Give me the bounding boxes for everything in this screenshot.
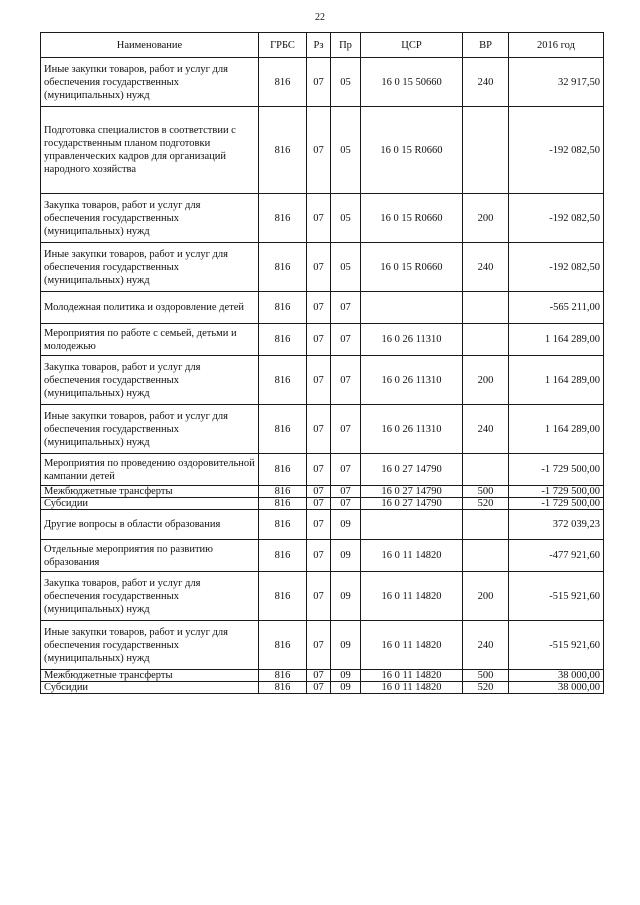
page-number: 22 (315, 12, 325, 23)
cell-sum: -565 211,00 (509, 292, 604, 324)
cell-pr: 09 (331, 572, 361, 621)
cell-vr: 240 (463, 58, 509, 107)
cell-grbs: 816 (259, 58, 307, 107)
cell-name: Мероприятия по проведению оздоровительной кампании детей (41, 454, 259, 486)
table-row (41, 405, 604, 454)
cell-vr (463, 107, 509, 194)
cell-csr: 16 0 15 R0660 (361, 107, 463, 194)
cell-csr: 16 0 11 14820 (361, 682, 463, 694)
cell-pr: 07 (331, 405, 361, 454)
cell-rz: 07 (307, 621, 331, 670)
cell-rz: 07 (307, 510, 331, 540)
table-row (41, 194, 604, 243)
cell-sum: -477 921,60 (509, 540, 604, 572)
cell-sum: -192 082,50 (509, 243, 604, 292)
cell-vr (463, 454, 509, 486)
table-row (41, 682, 604, 694)
cell-rz: 07 (307, 107, 331, 194)
cell-name: Иные закупки товаров, работ и услуг для обеспечения государственных (муниципальных) нужд (41, 621, 259, 670)
cell-sum: -1 729 500,00 (509, 486, 604, 498)
cell-grbs: 816 (259, 682, 307, 694)
cell-name: Межбюджетные трансферты (41, 670, 259, 682)
cell-name: Иные закупки товаров, работ и услуг для обеспечения государственных (муниципальных) нужд (41, 58, 259, 107)
table-row (41, 572, 604, 621)
cell-csr: 16 0 27 14790 (361, 454, 463, 486)
cell-csr (361, 292, 463, 324)
table-row (41, 292, 604, 324)
cell-grbs: 816 (259, 243, 307, 292)
cell-rz: 07 (307, 356, 331, 405)
cell-csr: 16 0 27 14790 (361, 486, 463, 498)
cell-vr: 200 (463, 572, 509, 621)
cell-pr: 09 (331, 540, 361, 572)
cell-csr: 16 0 15 50660 (361, 58, 463, 107)
cell-sum: -192 082,50 (509, 194, 604, 243)
cell-csr: 16 0 15 R0660 (361, 243, 463, 292)
cell-name: Субсидии (41, 498, 259, 510)
table-row (41, 670, 604, 682)
cell-csr: 16 0 11 14820 (361, 572, 463, 621)
cell-name: Подготовка специалистов в соответствии с государственным планом подготовки управленческих кадров для организаций народного хозяйства (41, 107, 259, 194)
cell-pr: 09 (331, 510, 361, 540)
table-row (41, 324, 604, 356)
cell-grbs: 816 (259, 107, 307, 194)
cell-sum: 1 164 289,00 (509, 405, 604, 454)
cell-sum: -1 729 500,00 (509, 454, 604, 486)
table-row (41, 621, 604, 670)
header-pr: Пр (331, 33, 361, 58)
cell-vr (463, 510, 509, 540)
table-body (41, 58, 604, 694)
table-row (41, 540, 604, 572)
table-header-row (41, 33, 604, 58)
cell-sum: 38 000,00 (509, 670, 604, 682)
header-grbs: ГРБС (259, 33, 307, 58)
header-name: Наименование (41, 33, 259, 58)
header-rz: Рз (307, 33, 331, 58)
cell-grbs: 816 (259, 510, 307, 540)
cell-vr: 500 (463, 486, 509, 498)
cell-rz: 07 (307, 486, 331, 498)
cell-rz: 07 (307, 670, 331, 682)
cell-vr: 500 (463, 670, 509, 682)
cell-pr: 05 (331, 194, 361, 243)
cell-pr: 05 (331, 107, 361, 194)
cell-sum: 38 000,00 (509, 682, 604, 694)
cell-name: Межбюджетные трансферты (41, 486, 259, 498)
cell-rz: 07 (307, 243, 331, 292)
cell-vr: 520 (463, 498, 509, 510)
table-row (41, 486, 604, 498)
cell-grbs: 816 (259, 194, 307, 243)
cell-vr (463, 324, 509, 356)
cell-rz: 07 (307, 292, 331, 324)
cell-grbs: 816 (259, 405, 307, 454)
table-row (41, 510, 604, 540)
cell-pr: 07 (331, 324, 361, 356)
header-vr: ВР (463, 33, 509, 58)
table-row (41, 243, 604, 292)
cell-sum: -515 921,60 (509, 621, 604, 670)
cell-vr (463, 540, 509, 572)
cell-csr: 16 0 11 14820 (361, 670, 463, 682)
cell-pr: 09 (331, 621, 361, 670)
cell-sum: 372 039,23 (509, 510, 604, 540)
cell-vr: 200 (463, 194, 509, 243)
cell-csr: 16 0 11 14820 (361, 621, 463, 670)
cell-csr (361, 510, 463, 540)
cell-pr: 07 (331, 356, 361, 405)
cell-grbs: 816 (259, 498, 307, 510)
cell-name: Молодежная политика и оздоровление детей (41, 292, 259, 324)
cell-csr: 16 0 26 11310 (361, 324, 463, 356)
cell-vr: 240 (463, 621, 509, 670)
cell-sum: -192 082,50 (509, 107, 604, 194)
cell-grbs: 816 (259, 572, 307, 621)
table-row (41, 58, 604, 107)
table-row (41, 454, 604, 486)
cell-name: Закупка товаров, работ и услуг для обеспечения государственных (муниципальных) нужд (41, 572, 259, 621)
cell-rz: 07 (307, 540, 331, 572)
header-csr: ЦСР (361, 33, 463, 58)
cell-grbs: 816 (259, 621, 307, 670)
cell-pr: 09 (331, 682, 361, 694)
cell-rz: 07 (307, 498, 331, 510)
cell-rz: 07 (307, 682, 331, 694)
cell-sum: 1 164 289,00 (509, 324, 604, 356)
cell-pr: 09 (331, 670, 361, 682)
table-row (41, 107, 604, 194)
cell-name: Иные закупки товаров, работ и услуг для обеспечения государственных (муниципальных) нужд (41, 243, 259, 292)
cell-name: Закупка товаров, работ и услуг для обеспечения государственных (муниципальных) нужд (41, 194, 259, 243)
cell-csr: 16 0 26 11310 (361, 356, 463, 405)
cell-rz: 07 (307, 58, 331, 107)
table-row (41, 356, 604, 405)
cell-csr: 16 0 11 14820 (361, 540, 463, 572)
cell-vr (463, 292, 509, 324)
cell-csr: 16 0 26 11310 (361, 405, 463, 454)
cell-grbs: 816 (259, 356, 307, 405)
cell-vr: 520 (463, 682, 509, 694)
cell-grbs: 816 (259, 486, 307, 498)
cell-grbs: 816 (259, 292, 307, 324)
cell-rz: 07 (307, 324, 331, 356)
table-row (41, 498, 604, 510)
cell-name: Субсидии (41, 682, 259, 694)
cell-sum: 1 164 289,00 (509, 356, 604, 405)
cell-name: Отдельные мероприятия по развитию образования (41, 540, 259, 572)
cell-vr: 240 (463, 243, 509, 292)
cell-pr: 05 (331, 58, 361, 107)
cell-rz: 07 (307, 405, 331, 454)
cell-name: Другие вопросы в области образования (41, 510, 259, 540)
cell-name: Закупка товаров, работ и услуг для обеспечения государственных (муниципальных) нужд (41, 356, 259, 405)
cell-grbs: 816 (259, 324, 307, 356)
cell-pr: 07 (331, 498, 361, 510)
cell-sum: 32 917,50 (509, 58, 604, 107)
header-year: 2016 год (509, 33, 604, 58)
cell-rz: 07 (307, 572, 331, 621)
cell-grbs: 816 (259, 670, 307, 682)
cell-grbs: 816 (259, 454, 307, 486)
budget-table (40, 32, 604, 694)
cell-grbs: 816 (259, 540, 307, 572)
cell-pr: 07 (331, 292, 361, 324)
cell-csr: 16 0 15 R0660 (361, 194, 463, 243)
cell-csr: 16 0 27 14790 (361, 498, 463, 510)
cell-sum: -515 921,60 (509, 572, 604, 621)
cell-pr: 07 (331, 454, 361, 486)
cell-name: Мероприятия по работе с семьей, детьми и молодежью (41, 324, 259, 356)
cell-rz: 07 (307, 194, 331, 243)
cell-rz: 07 (307, 454, 331, 486)
cell-pr: 05 (331, 243, 361, 292)
cell-name: Иные закупки товаров, работ и услуг для обеспечения государственных (муниципальных) нужд (41, 405, 259, 454)
cell-pr: 07 (331, 486, 361, 498)
cell-sum: -1 729 500,00 (509, 498, 604, 510)
cell-vr: 200 (463, 356, 509, 405)
cell-vr: 240 (463, 405, 509, 454)
